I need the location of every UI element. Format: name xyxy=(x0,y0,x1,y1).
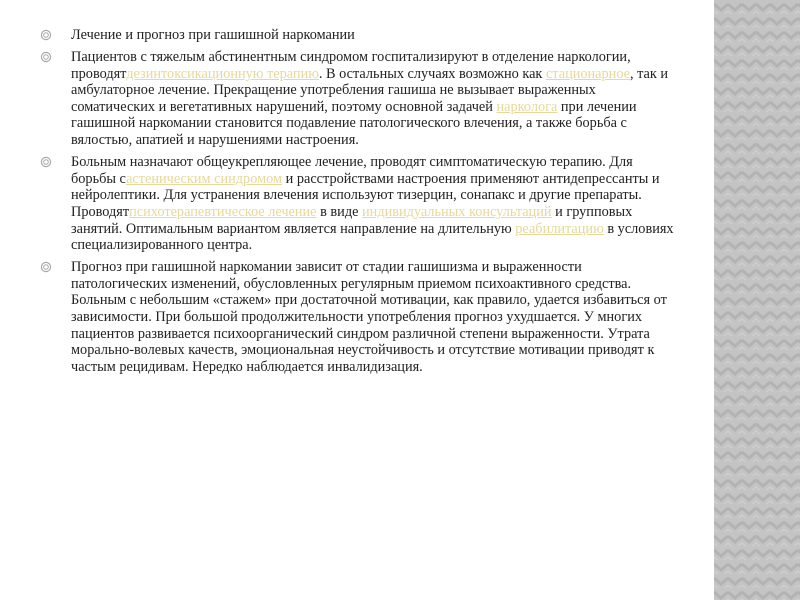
text-segment: в виде xyxy=(316,203,363,220)
bullet-text xyxy=(71,27,680,44)
bullet-icon xyxy=(40,51,52,63)
text-segment: Пациентов с тяжелым абстинентным синдромом госпитализируют в отделение наркологии, проводят xyxy=(71,49,631,82)
link-narcologist[interactable]: нарколога xyxy=(496,98,558,115)
link-inpatient[interactable]: стационарное xyxy=(545,65,630,82)
bullet-text xyxy=(71,259,680,375)
link-individual-consultations[interactable]: индивидуальных консультаций xyxy=(362,203,552,220)
bullet-icon xyxy=(40,261,52,273)
text-segment: , так и амбулаторное лечение. Прекращение употребления гашиша не вызывает выраженных соматических и вегетативных нарушений, поэтому основной задачей xyxy=(71,65,669,115)
bullet-item xyxy=(40,27,680,44)
text-segment: при лечении гашишной наркомании становится подавление патологического влечения, а также борьба с вялостью, апатией и нарушениями настроения. xyxy=(71,98,637,149)
link-detox-therapy[interactable]: дезинтоксикационную терапию xyxy=(126,65,319,82)
text-segment: Лечение и прогноз при гашишной наркомании xyxy=(71,27,355,43)
text-segment: и расстройствами настроения применяют антидепрессанты и нейролептики. Для устранения влечения используют тизерцин, сонапакс и другие препараты. Проводят xyxy=(71,170,660,220)
text-segment: в условиях специализированного центра. xyxy=(71,220,674,254)
link-psychotherapy[interactable]: психотерапевтическое лечение xyxy=(129,203,317,220)
bullet-item xyxy=(40,259,680,375)
text-segment: и групповых занятий. Оптимальным вариантом является направление на длительную xyxy=(71,203,633,237)
bullet-icon xyxy=(40,29,52,41)
chevron-pattern xyxy=(714,0,800,600)
bullet-item xyxy=(40,49,680,149)
bullet-text xyxy=(71,49,680,149)
text-segment: . В остальных случаях возможно как xyxy=(318,65,546,82)
bullet-icon xyxy=(40,156,52,168)
text-segment: Прогноз при гашишной наркомании зависит от стадии гашишизма и выраженности патологических изменений, обусловленных регулярным приемом психоактивного средства. Больным с небольшим «стажем» при достаточной мотивации, как правило, удается избавиться от зависимости. При большой продолжительности употребления прогноз ухудшается. У многих пациентов развивается психоорганический синдром различной степени выраженности. Утрата морально-волевых качеств, эмоциональная неустойчивость и отсутствие мотивации приводят к частым рецидивам. Нередко наблюдается инвалидизация. xyxy=(71,259,667,375)
link-rehabilitation[interactable]: реабилитацию xyxy=(515,220,604,237)
text-segment: Больным назначают общеукрепляющее лечение, проводят симптоматическую терапию. Для борьбы с xyxy=(71,154,633,187)
link-asthenic-syndrome[interactable]: астеническим синдромом xyxy=(126,170,283,187)
bullet-list xyxy=(40,27,680,381)
side-panel xyxy=(714,0,800,600)
bullet-text xyxy=(71,154,680,254)
bullet-item xyxy=(40,154,680,254)
